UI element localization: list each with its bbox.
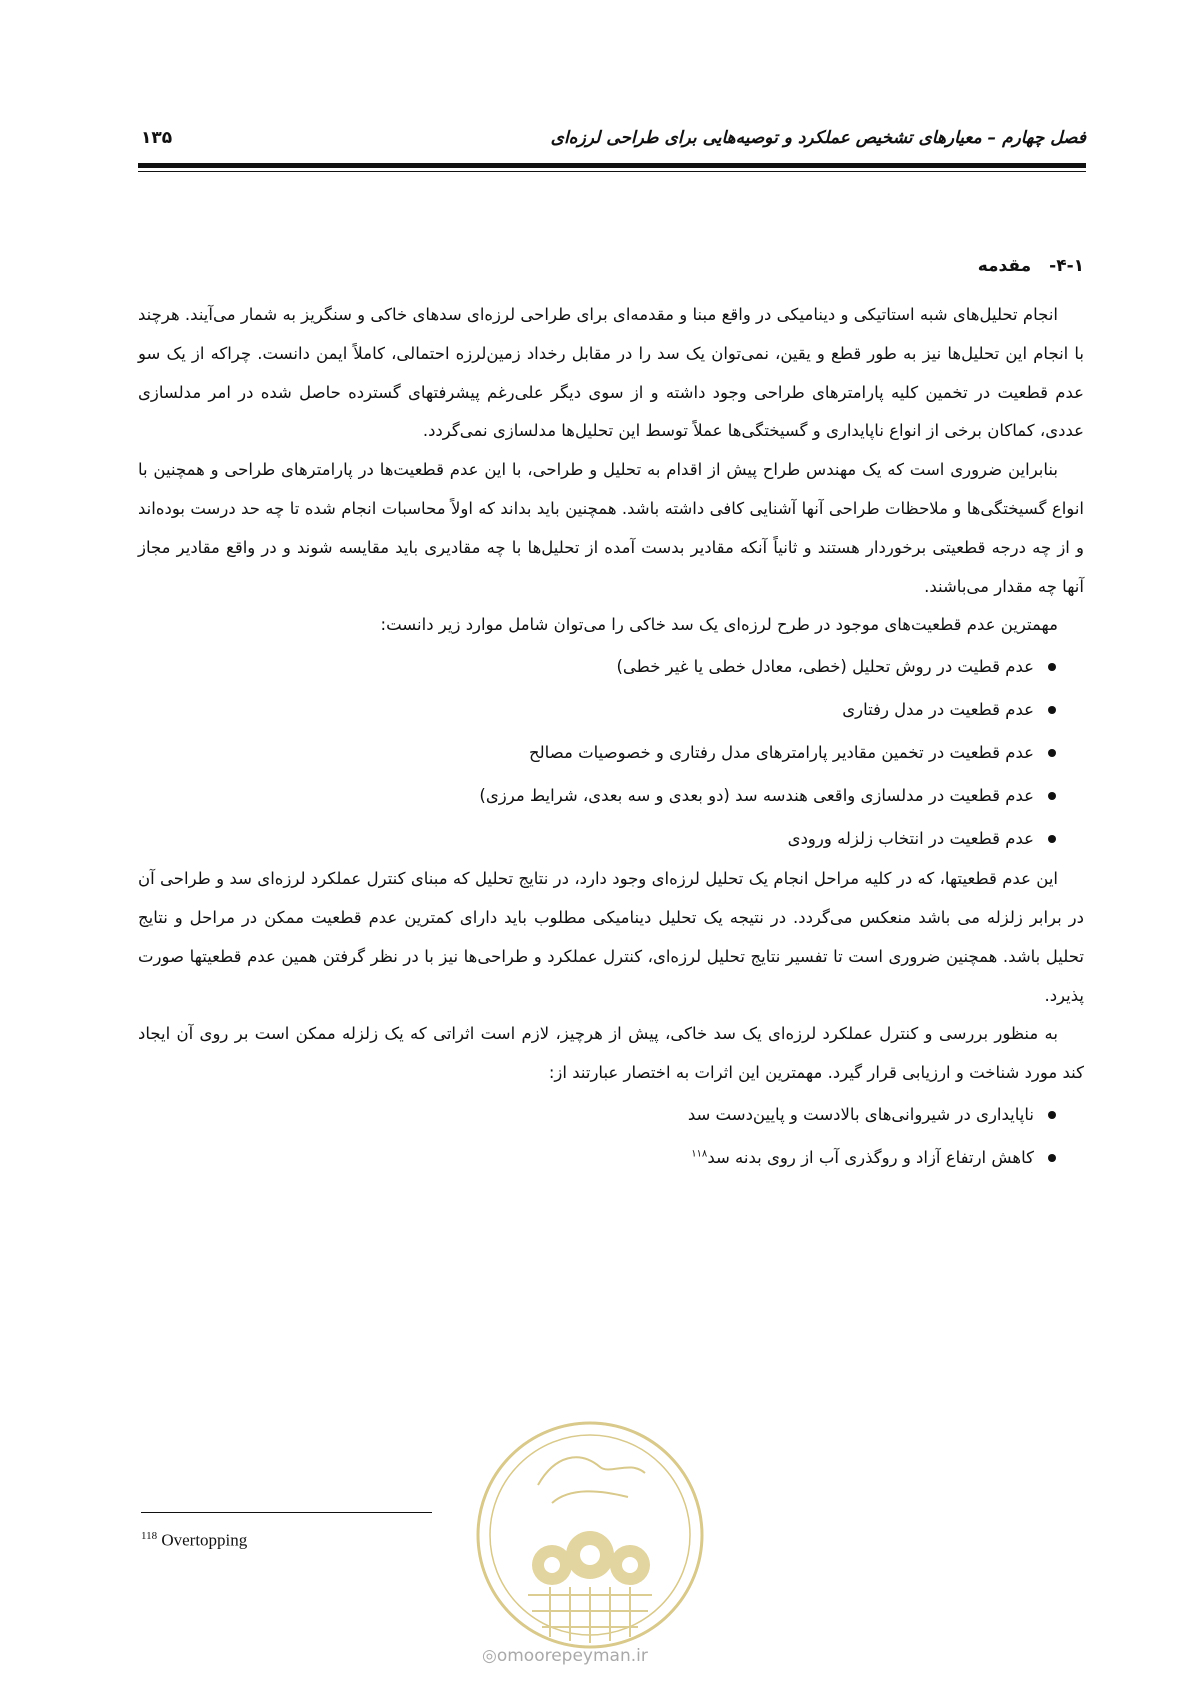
page-number: ۱۳۵ [141,128,173,148]
watermark-seal-logo [460,1415,720,1665]
list-item-text: کاهش ارتفاع آزاد و روگذری آب از روی بدنه سد [707,1147,1034,1167]
list-item: عدم قطعیت در مدلسازی واقعی هندسه سد (دو بعدی و سه بعدی، شرایط مرزی) [138,774,1084,817]
body-content [138,250,1084,1179]
footnote-text: Overtopping [161,1530,248,1550]
running-header-title: فصل چهارم – معیارهای تشخیص عملکرد و توصیه‌هایی برای طراحی لرزه‌ای [550,128,1086,148]
section-number: ۴-۱- [1049,256,1084,276]
list-item [138,1136,1084,1179]
header-rule-thick [138,163,1086,168]
footnote [141,1530,247,1551]
list-item: عدم قطعیت در تخمین مقادیر پارامترهای مدل رفتاری و خصوصیات مصالح [138,731,1084,774]
section-title: مقدمه [977,256,1032,276]
section-heading [138,250,1084,282]
list-item: عدم قطیت در روش تحلیل (خطی، معادل خطی یا غیر خطی) [138,645,1084,688]
paragraph-uncertainty-effects: این عدم قطعیتها، که در کلیه مراحل انجام یک تحلیل لرزه‌ای وجود دارد، در نتایج تحلیل که مبنای کنترل عملکرد لرزه‌ای سد و طراحی آن در برابر زلزله می باشد منعکس می‌گردد. در نتیجه یک تحلیل دینامیکی مطلوب باید دارای کمترین عدم قطعیت ممکن در مراحل و نتایج تحلیل باشد. همچنین ضروری است تا تفسیر نتایج تحلیل لرزه‌ای، کنترل عملکرد و طراحی‌ها نیز با در نظر گرفتن همین عدم قطعیتها صورت پذیرد. [138,869,1084,1005]
footnote-reference[interactable]: ۱۱۸ [691,1148,708,1160]
footnote-number: 118 [141,1530,158,1542]
list-item: عدم قطعیت در مدل رفتاری [138,688,1084,731]
effects-list [138,1093,1084,1179]
header-rule-thin [138,171,1086,172]
uncertainty-list [138,645,1084,860]
list-item: عدم قطعیت در انتخاب زلزله ورودی [138,817,1084,860]
list-item: ناپایداری در شیروانی‌های بالادست و پایین‌دست سد [138,1093,1084,1136]
paragraph-designer: بنابراین ضروری است که یک مهندس طراح پیش از اقدام به تحلیل و طراحی، با این عدم قطعیت‌ها در پارامترهای طراحی و همچنین با انواع گسیختگی‌ها و ملاحظات طراحی آنها آشنایی کافی داشته باشد. همچنین باید بداند که اولاً محاسبات انجام شده تا چه حد درست بوده‌اند و از چه درجه قطعیتی برخوردار هستند و ثانیاً آنکه مقادیر بدست آمده از تحلیل‌ها با چه مقادیری باید مقایسه شوند و در واقع مقادیر مجاز آنها چه مقدار می‌باشند. [138,460,1084,596]
footnote-rule [141,1512,432,1513]
paragraph-uncertainties-lead: مهمترین عدم قطعیت‌های موجود در طرح لرزه‌ای یک سد خاکی را می‌توان شامل موارد زیر دانست: [380,615,1058,635]
paragraph-intro: انجام تحلیل‌های شبه استاتیکی و دینامیکی در واقع مبنا و مقدمه‌ای برای طراحی لرزه‌ای سدهای خاکی و سنگریز به شمار می‌آیند. هرچند با انجام این تحلیل‌ها نیز به طور قطع و یقین، نمی‌توان یک سد را در مقابل رخداد زمین‌لرزه احتمالی، کاملاً ایمن دانست. چراکه از یک سو عدم قطعیت در تخمین کلیه پارامترهای طراحی وجود داشته و از سوی دیگر علی‌رغم پیشرفتهای گسترده حاصل شده در امر مدلسازی عددی، کماکان برخی از انواع ناپایداری و گسیختگی‌ها عملاً توسط این تحلیل‌ها مدلسازی نمی‌گردد. [138,305,1084,441]
watermark-site-url: ◎omoorepeyman.ir [482,1646,648,1666]
paragraph-earthquake-effects: به منظور بررسی و کنترل عملکرد لرزه‌ای یک سد خاکی، پیش از هرچیز، لازم است اثراتی که یک زلزله ممکن است بر روی آن ایجاد کند مورد شناخت و ارزیابی قرار گیرد. مهمترین این اثرات به اختصار عبارتند از: [138,1024,1084,1083]
